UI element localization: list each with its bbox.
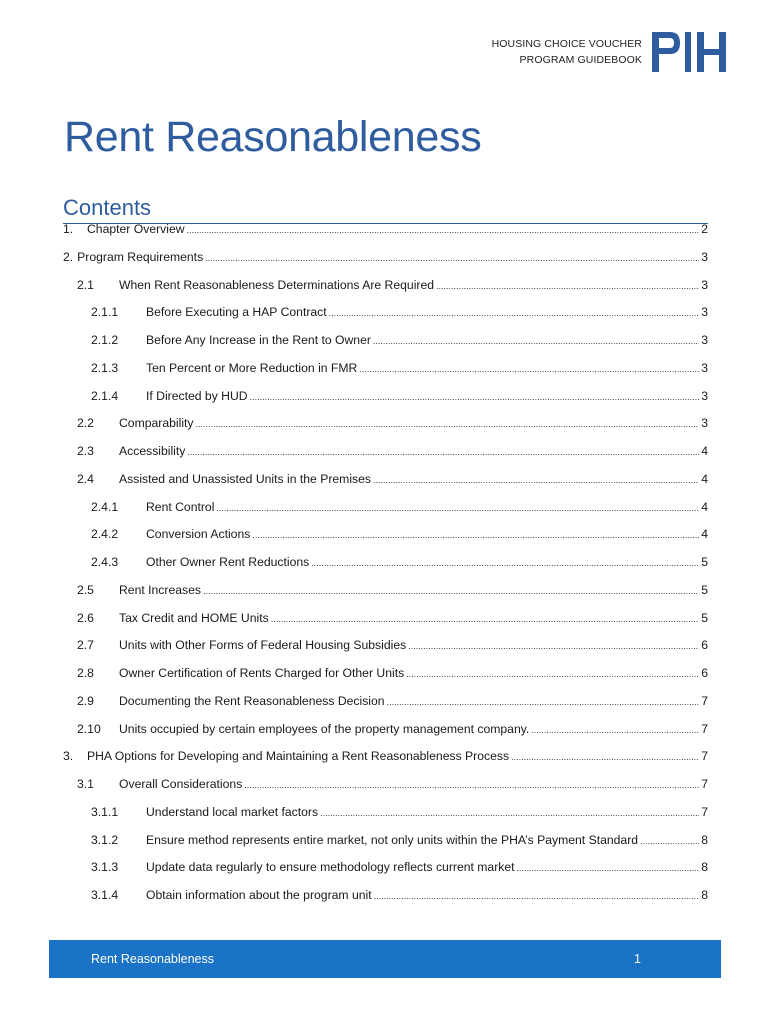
- toc-section-title: Comparability: [119, 416, 194, 431]
- toc-page-number: 5: [701, 582, 708, 597]
- header-text: [492, 36, 642, 68]
- toc-section-title: Update data regularly to ensure methodology reflects current market: [146, 860, 515, 875]
- toc-page-number: 4: [701, 527, 708, 542]
- toc-section-number: 2.4.1: [91, 499, 119, 514]
- toc-entry[interactable]: [63, 222, 708, 250]
- toc-page-number: 3: [701, 333, 708, 347]
- toc-page-number: 4: [701, 444, 708, 458]
- toc-section-number: 2.10: [77, 721, 101, 736]
- toc-dot-leader: [244, 777, 699, 791]
- toc-page-number: 7: [701, 749, 708, 764]
- toc-entry[interactable]: [63, 777, 708, 805]
- toc-section-number: 2.5: [77, 582, 94, 597]
- toc-page-number: 3: [701, 277, 708, 292]
- toc-section-title: Ten Percent or More Reduction in FMR: [146, 360, 358, 375]
- toc-page-number: 3: [701, 360, 708, 375]
- toc-entry[interactable]: [63, 389, 708, 417]
- toc-dot-leader: [216, 500, 699, 514]
- toc-page-number: 5: [701, 555, 708, 569]
- toc-section-number: 2.8: [77, 666, 94, 680]
- toc-section-number: 2.1.3: [91, 360, 119, 375]
- toc-page-number: 3: [701, 305, 708, 320]
- toc-dot-leader: [320, 805, 699, 819]
- toc-entry[interactable]: [63, 666, 708, 694]
- toc-section-title: Overall Considerations: [119, 777, 243, 791]
- toc-section-title: Program Requirements: [77, 249, 204, 264]
- document-title: Rent Reasonableness: [64, 113, 482, 161]
- toc-section-title: Understand local market factors: [146, 804, 319, 819]
- toc-entry[interactable]: [63, 805, 708, 833]
- toc-section-number: 3.1.3: [91, 860, 119, 875]
- toc-page-number: 8: [701, 832, 708, 847]
- toc-entry[interactable]: [63, 500, 708, 528]
- footer-page-number: 1: [634, 952, 641, 966]
- toc-section-title: Units occupied by certain employees of the property management company.: [119, 721, 530, 736]
- toc-entry[interactable]: [63, 361, 708, 389]
- toc-section-number: 2.1.1: [91, 305, 119, 320]
- toc-section-number: 2.9: [77, 693, 94, 708]
- toc-dot-leader: [271, 611, 700, 625]
- toc-dot-leader: [359, 361, 699, 375]
- page-footer: [49, 940, 721, 978]
- toc-page-number: 7: [701, 804, 708, 819]
- toc-section-number: 2.4: [77, 471, 94, 486]
- toc-page-number: 8: [701, 860, 708, 875]
- toc-section-number: 3.: [63, 749, 74, 764]
- toc-section-number: 2.7: [77, 638, 94, 653]
- toc-page-number: 6: [701, 666, 708, 680]
- toc-entry[interactable]: [63, 722, 708, 750]
- toc-section-number: 3.1.1: [91, 804, 119, 819]
- toc-dot-leader: [252, 527, 699, 541]
- header-line-1: HOUSING CHOICE VOUCHER: [491, 38, 642, 50]
- toc-section-number: 2.1: [77, 277, 94, 292]
- toc-entry[interactable]: [63, 694, 708, 722]
- toc-entry[interactable]: [63, 860, 708, 888]
- toc-entry[interactable]: [63, 333, 708, 361]
- toc-page-number: 4: [701, 499, 708, 514]
- toc-dot-leader: [196, 416, 700, 430]
- toc-dot-leader: [187, 444, 699, 458]
- toc-entry[interactable]: [63, 833, 708, 861]
- toc-dot-leader: [511, 749, 699, 763]
- toc-section-title: Other Owner Rent Reductions: [146, 555, 310, 569]
- toc-section-number: 2.: [63, 249, 74, 264]
- toc-section-title: PHA Options for Developing and Maintaining a Rent Reasonableness Process: [87, 749, 510, 764]
- toc-dot-leader: [205, 250, 699, 264]
- toc-section-title: Rent Control: [146, 499, 215, 514]
- toc-dot-leader: [311, 555, 699, 569]
- toc-entry[interactable]: [63, 305, 708, 333]
- toc-entry[interactable]: [63, 611, 708, 639]
- toc-section-title: Assisted and Unassisted Units in the Premises: [119, 471, 371, 486]
- toc-dot-leader: [387, 694, 700, 708]
- toc-dot-leader: [203, 583, 699, 597]
- toc-page-number: 3: [701, 388, 708, 403]
- pih-logo-icon: [650, 30, 730, 74]
- toc-dot-leader: [640, 833, 699, 847]
- toc-section-title: Owner Certification of Rents Charged for Other Units: [119, 666, 405, 680]
- toc-entry[interactable]: [63, 749, 708, 777]
- toc-section-number: 2.4.3: [91, 555, 119, 569]
- toc-section-number: 2.3: [77, 444, 94, 458]
- toc-entry[interactable]: [63, 278, 708, 306]
- toc-section-title: Conversion Actions: [146, 527, 251, 542]
- toc-section-title: Before Executing a HAP Contract: [146, 305, 327, 320]
- header-line-2: PROGRAM GUIDEBOOK: [519, 54, 642, 66]
- toc-section-number: 3.1.4: [91, 888, 119, 902]
- toc-section-title: Chapter Overview: [87, 222, 185, 236]
- toc-page-number: 5: [701, 610, 708, 625]
- toc-dot-leader: [436, 278, 699, 292]
- toc-entry[interactable]: [63, 444, 708, 472]
- toc-page-number: 3: [701, 416, 708, 431]
- toc-section-title: Obtain information about the program unit: [146, 888, 372, 902]
- toc-entry[interactable]: [63, 583, 708, 611]
- toc-dot-leader: [517, 860, 700, 874]
- toc-dot-leader: [408, 638, 699, 652]
- toc-section-number: 1.: [63, 222, 74, 236]
- toc-entry[interactable]: [63, 527, 708, 555]
- toc-dot-leader: [329, 305, 700, 319]
- toc-section-number: 3.1: [77, 777, 94, 791]
- toc-entry[interactable]: [63, 416, 708, 444]
- table-of-contents: [63, 222, 708, 916]
- toc-entry[interactable]: [63, 638, 708, 666]
- toc-entry[interactable]: [63, 555, 708, 583]
- toc-section-number: 2.1.4: [91, 388, 119, 403]
- toc-section-title: Ensure method represents entire market, not only units within the PHA’s Payment Standard: [146, 832, 639, 847]
- contents-heading: Contents: [63, 195, 152, 220]
- toc-dot-leader: [373, 333, 699, 347]
- toc-dot-leader: [187, 222, 700, 236]
- toc-section-title: Rent Increases: [119, 582, 201, 597]
- toc-section-title: Tax Credit and HOME Units: [119, 610, 269, 625]
- toc-section-title: Units with Other Forms of Federal Housing Subsidies: [119, 638, 407, 653]
- toc-section-title: Accessibility: [119, 444, 186, 458]
- toc-section-number: 2.1.2: [91, 333, 119, 347]
- toc-entry[interactable]: [63, 250, 708, 278]
- toc-section-title: Documenting the Rent Reasonableness Decision: [119, 693, 385, 708]
- toc-section-number: 2.6: [77, 610, 94, 625]
- toc-dot-leader: [406, 666, 699, 680]
- toc-page-number: 8: [701, 888, 708, 902]
- toc-entry[interactable]: [63, 472, 708, 500]
- footer-label: Rent Reasonableness: [91, 952, 214, 966]
- toc-page-number: 7: [701, 721, 708, 736]
- toc-dot-leader: [250, 389, 700, 403]
- toc-page-number: 4: [701, 471, 708, 486]
- toc-page-number: 7: [701, 693, 708, 708]
- toc-page-number: 2: [701, 222, 708, 236]
- toc-section-title: If Directed by HUD: [146, 388, 248, 403]
- toc-page-number: 3: [701, 249, 708, 264]
- toc-page-number: 6: [701, 638, 708, 653]
- toc-section-title: When Rent Reasonableness Determinations Are Required: [119, 277, 435, 292]
- toc-section-number: 3.1.2: [91, 832, 119, 847]
- toc-dot-leader: [531, 722, 699, 736]
- toc-section-title: Before Any Increase in the Rent to Owner: [146, 333, 371, 347]
- toc-page-number: 7: [701, 777, 708, 791]
- toc-section-number: 2.2: [77, 416, 94, 431]
- toc-dot-leader: [374, 888, 700, 902]
- toc-entry[interactable]: [63, 888, 708, 916]
- document-header: [492, 30, 730, 74]
- toc-section-number: 2.4.2: [91, 527, 119, 542]
- toc-dot-leader: [373, 472, 699, 486]
